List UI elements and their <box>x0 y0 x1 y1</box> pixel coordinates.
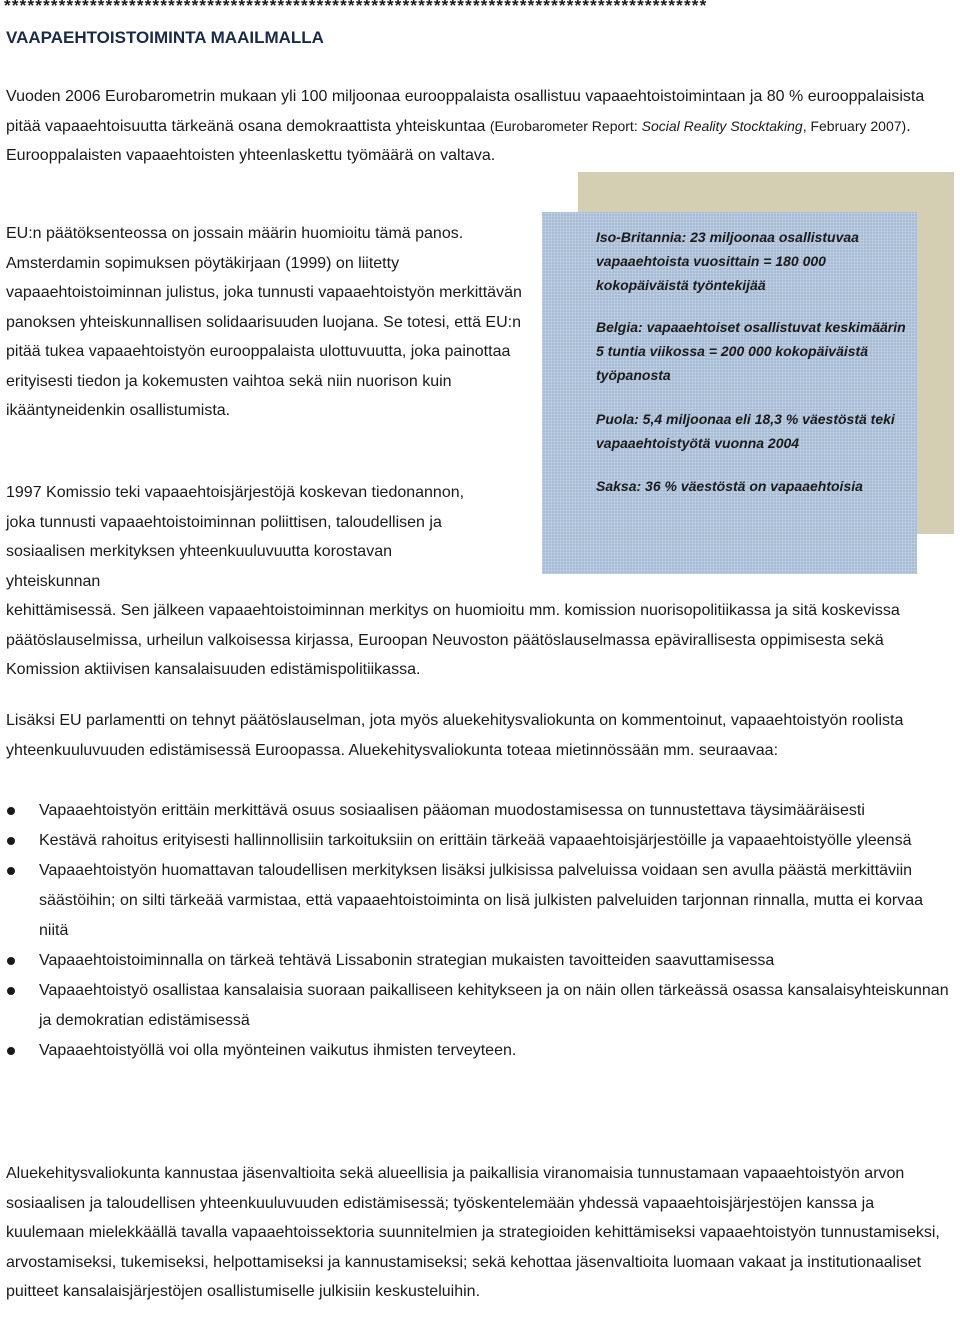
stat-germany: Saksa: 36 % väestöstä on vapaaehtoisia <box>596 478 863 494</box>
intro-text-a: Vuoden 2006 Eurobarometrin mukaan yli 100 miljoonaa eurooppalaista osallistuu vapaaehtoistoimintaan ja 80 % eurooppalaisista pitää vapaaehtoisuutta tärkeänä osana demokraattista yhteiskuntaa <box>6 88 925 135</box>
statistics-sidebar-box <box>542 212 917 574</box>
intro-text-b: . Eurooppalaisten vapaaehtoisten yhteenlaskettu työmäärä on valtava. <box>6 117 911 164</box>
stat-uk: Iso-Britannia: 23 miljoonaa osallistuvaa vapaaehtoista vuosittain = 180 000 kokopäiväistä työntekijää <box>596 229 859 293</box>
committee-bullet-list <box>6 796 956 1066</box>
list-item: Vapaaehtoistyön erittäin merkittävä osuus sosiaalisen pääoman muodostamisessa on tunnustettava täysimääräisesti <box>6 796 956 826</box>
list-item: Vapaaehtoistoiminnalla on tärkeä tehtävä Lissabonin strategian mukaisten tavoitteiden saavuttamisessa <box>6 946 956 976</box>
stat-poland: Puola: 5,4 miljoonaa eli 18,3 % väestöstä teki vapaaehtoistyötä vuonna 2004 <box>596 411 895 451</box>
eu-paragraph: EU:n päätöksenteossa on jossain määrin huomioitu tämä panos. Amsterdamin sopimuksen pöytäkirjaan (1999) on liitetty vapaaehtoistoiminnan julistus, joka tunnusti vapaaehtoistyön merkittävän panoksen yhteiskunnallisen solidaarisuuden luojana. Se totesi, että EU:n pitää tukea vapaaehtoistyön eurooppalaista ulottuvuutta, joka painottaa erityisesti tiedon ja kokemusten vaihtoa sekä niin nuorison kuin ikääntyneidenkin osallistumista. <box>6 225 522 419</box>
parliament-paragraph: Lisäksi EU parlamentti on tehnyt päätöslauselman, jota myös aluekehitysvaliokunta on kommentoinut, vapaaehtoistyön roolista yhteenkuuluvuuden edistämisessä Euroopassa. Aluekehitysvaliokunta toteaa mietinnössään mm. seuraavaa: <box>6 712 904 759</box>
commission-1997-paragraph-continued: kehittämisessä. Sen jälkeen vapaaehtoistoiminnan merkitys on huomioitu mm. komission nuorisopolitiikassa ja sitä koskevissa päätöslauselmissa, urheilun valkoisessa kirjassa, Euroopan Neuvoston päätöslauselmassa epävirallisesta oppimisesta sekä Komission aktiivisen kansalaisuuden edistämispolitiikassa. <box>6 602 900 678</box>
list-item: Vapaaehtoistyöllä voi olla myönteinen vaikutus ihmisten terveyteen. <box>6 1036 956 1066</box>
final-paragraph: Aluekehitysvaliokunta kannustaa jäsenvaltioita sekä alueellisia ja paikallisia viranomaisia tunnustamaan vapaaehtoistyön arvon sosiaalisen ja taloudellisen yhteenkuuluvuuden edistämisessä; työskentelemään yhdessä vapaaehtoisjärjestöjen kanssa ja kuulemaan mielekkäällä tavalla vapaaehtoissektoria suunnitelmien ja strategioiden kehittämiseksi vapaaehtoistyön tunnustamiseksi, arvostamiseksi, tukemiseksi, helpottamiseksi ja kannustamiseksi; sekä kehottaa jäsenvaltioita luomaan vakaat ja institutionaaliset puitteet kansalaisjärjestöjen osallistumiselle julkisiin keskusteluihin. <box>6 1165 940 1300</box>
stat-belgium: Belgia: vapaaehtoiset osallistuvat keskimäärin 5 tuntia viikossa = 200 000 kokopäiväistä työpanosta <box>596 319 906 383</box>
intro-paragraph <box>6 82 954 171</box>
separator-stars: ****************************************************************************************** <box>4 0 708 15</box>
list-item: Kestävä rahoitus erityisesti hallinnollisiin tarkoituksiin on erittäin tärkeää vapaaehtoisjärjestöille ja vapaaehtoistyölle yleensä <box>6 826 956 856</box>
commission-1997-paragraph: 1997 Komissio teki vapaaehtoisjärjestöjä koskevan tiedonannon, joka tunnusti vapaaehtoistoiminnan poliittisen, taloudellisen ja sosiaalisen merkityksen yhteenkuuluvuutta korostavan yhteiskunnan <box>6 484 465 590</box>
list-item: Vapaaehtoistyön huomattavan taloudellisen merkityksen lisäksi julkisissa palveluissa voidaan sen avulla päästä merkittäviin säästöihin; on silti tärkeää varmistaa, että vapaaehtoistoiminta on lisä julkisten palveluiden tarjonnan rinnalla, mutta ei korvaa niitä <box>6 856 956 946</box>
list-item: Vapaaehtoistyö osallistaa kansalaisia suoraan paikalliseen kehitykseen ja on näin ollen tärkeässä osassa kansalaisyhteiskunnan ja demokratian edistämisessä <box>6 976 956 1036</box>
page-title: VAAPAEHTOISTOIMINTA MAAILMALLA <box>6 28 324 47</box>
citation: (Eurobarometer Report: Social Reality Stocktaking, February 2007) <box>489 117 907 134</box>
